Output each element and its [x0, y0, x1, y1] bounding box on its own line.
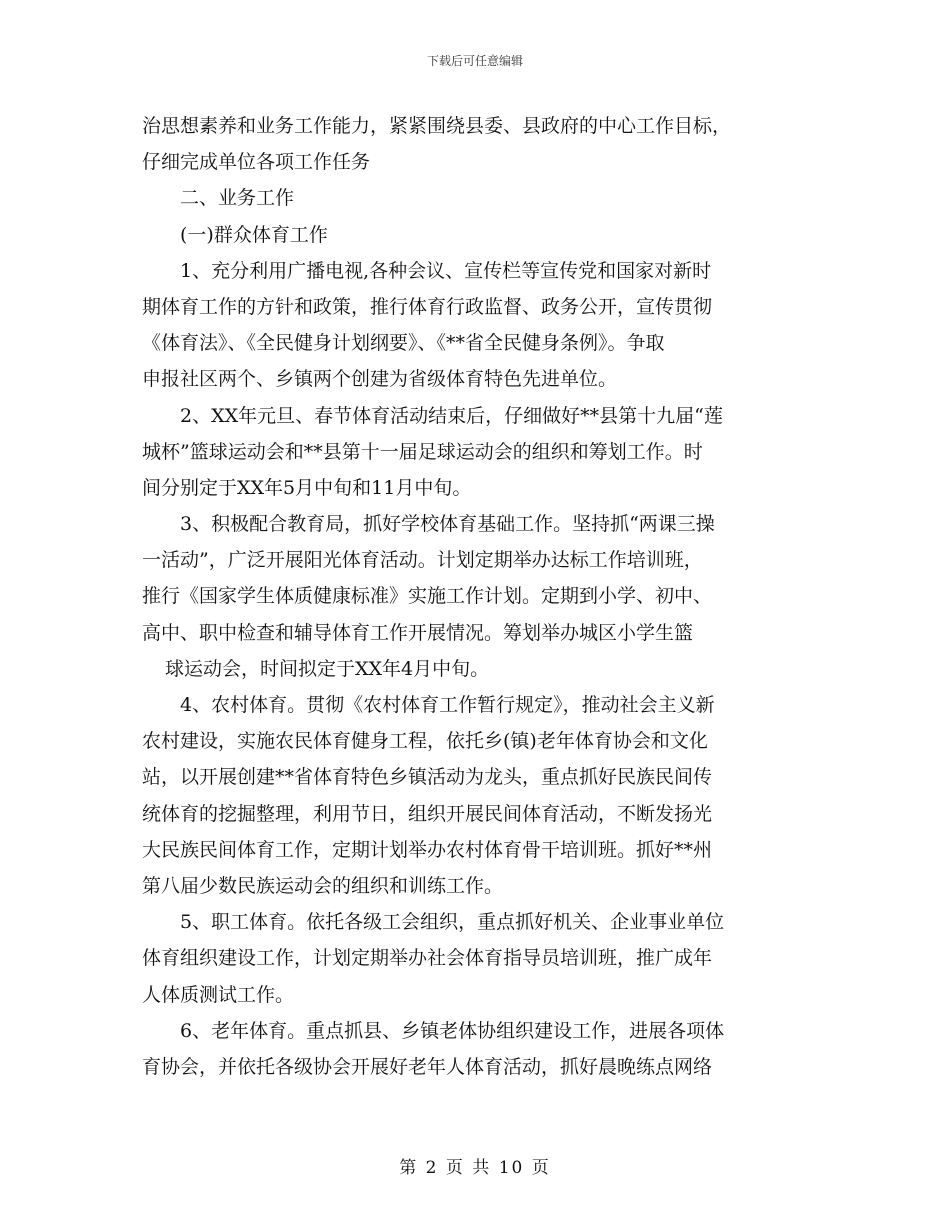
text-line: 期体育工作的方针和政策，推行体育行政监督、政务公开，宣传贯彻 [142, 295, 713, 318]
text-line: 2、XX年元旦、春节体育活动结束后，仔细做好**县第十九届“莲 [180, 404, 723, 427]
text-line: 1、充分利用广播电视,各种会议、宣传栏等宣传党和国家对新时 [180, 259, 712, 282]
text-line: 大民族民间体育工作，定期计划举办农村体育骨干培训班。抓好**州 [142, 838, 713, 861]
text-line: 5、职工体育。依托各级工会组织，重点抓好机关、企业事业单位 [180, 911, 725, 934]
text-line: 高中、职中检查和辅导体育工作开展情况。筹划举办城区小学生篮 [142, 621, 694, 644]
text-line: 《体育法》、《全民健身计划纲要》、《**省全民健身条例》。争取 [142, 332, 665, 355]
text-line: 治思想素养和业务工作能力，紧紧围绕县委、县政府的中心工作目标， [142, 115, 732, 137]
text-line: 统体育的挖掘整理，利用节日，组织开展民间体育活动，不断发扬光 [142, 802, 713, 825]
text-line: 人体质测试工作。 [142, 983, 295, 1006]
text-line: 育协会，并依托各级协会开展好老年人体育活动，抓好晨晚练点网络 [142, 1055, 713, 1078]
text-line: 6、老年体育。重点抓县、乡镇老体协组织建设工作，进展各项体 [180, 1019, 725, 1042]
text-line: 城杯”篮球运动会和**县第十一届足球运动会的组织和筹划工作。时 [142, 440, 703, 463]
text-line: 间分别定于XX年5月中旬和11月中旬。 [142, 476, 472, 499]
text-line: (一)群众体育工作 [180, 223, 328, 246]
text-line: 第八届少数民族运动会的组织和训练工作。 [142, 874, 504, 897]
text-line: 二、业务工作 [180, 187, 295, 210]
text-line: 农村建设，实施农民体育健身工程，依托乡(镇)老年体育协会和文化 [142, 730, 708, 753]
text-line: 球运动会，时间拟定于XX年4月中旬。 [165, 657, 490, 680]
text-line: 推行《国家学生体质健康标准》实施工作计划。定期到小学、初中、 [142, 585, 713, 608]
text-line: 3、积极配合教育局，抓好学校体育基础工作。坚持抓“两课三操 [180, 513, 715, 536]
body-text [142, 108, 822, 1085]
page-header: 下载后可任意编辑 [426, 54, 523, 68]
page-footer: 第 2 页 共 10 页 [399, 1158, 551, 1178]
text-line: 申报社区两个、乡镇两个创建为省级体育特色先进单位。 [142, 368, 618, 391]
text-line: 站，以开展创建**省体育特色乡镇活动为龙头，重点抓好民族民间传 [142, 766, 713, 789]
text-line: 仔细完成单位各项工作任务 [142, 151, 371, 174]
text-line: 体育组织建设工作，计划定期举办社会体育指导员培训班，推广成年 [142, 947, 713, 970]
text-line: 一活动”，广泛开展阳光体育活动。计划定期举办达标工作培训班， [142, 549, 703, 572]
text-line: 4、农村体育。贯彻《农村体育工作暂行规定》，推动社会主义新 [180, 694, 715, 716]
